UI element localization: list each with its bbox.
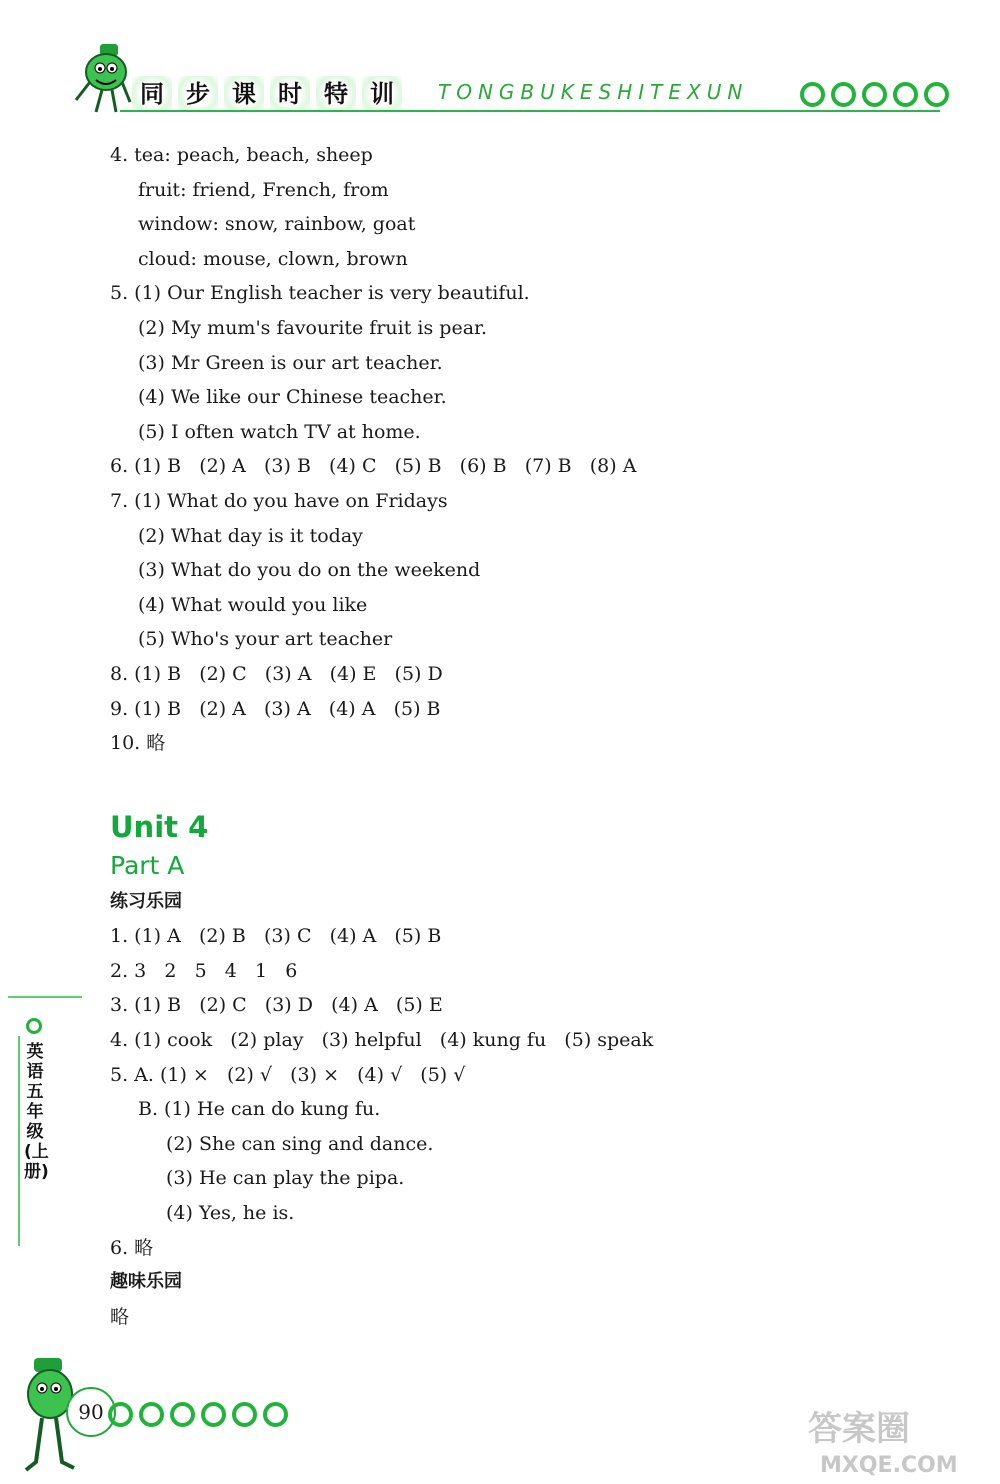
answer-line: (2) My mum's favourite fruit is pear.: [138, 316, 488, 339]
answer-line: cloud: mouse, clown, brown: [138, 247, 408, 270]
subsection-title: 练习乐园: [110, 890, 182, 912]
watermark-logo: [798, 1400, 988, 1480]
answer-line: (4) We like our Chinese teacher.: [138, 386, 447, 409]
answer-line: (3) He can play the pipa.: [166, 1167, 405, 1190]
answer-content: [110, 138, 870, 1334]
title-char: 课: [224, 76, 264, 112]
answer-line: 6. 略: [110, 1236, 154, 1259]
answer-line: 2. 3 2 5 4 1 6: [110, 959, 298, 982]
ring-icon: [893, 82, 918, 107]
answer-line: 5. A. (1) × (2) √ (3) × (4) √ (5) √: [110, 1063, 466, 1086]
ring-icon: [800, 82, 825, 107]
header-divider: [120, 110, 940, 112]
answer-line: 略: [110, 1305, 130, 1328]
answer-line: (5) I often watch TV at home.: [138, 420, 421, 443]
page-header: [0, 0, 1000, 150]
unit4-answers: [110, 919, 870, 1265]
ring-icon: [924, 82, 949, 107]
title-char: 同: [132, 76, 172, 112]
divider: [8, 996, 82, 998]
watermark-url: MXQE.COM: [820, 1453, 958, 1478]
answer-line: 8. (1) B (2) C (3) A (4) E (5) D: [110, 662, 443, 685]
title-char: 特: [316, 76, 356, 112]
header-rings: [800, 82, 949, 107]
ring-icon: [263, 1402, 288, 1427]
answer-line: (4) Yes, he is.: [166, 1202, 295, 1225]
answer-line: (5) Who's your art teacher: [138, 628, 393, 651]
watermark-text: 答案圈: [808, 1409, 910, 1449]
unit-heading: Unit 4: [110, 809, 209, 844]
subject-grade-label: 英语 五年级(上册): [24, 1042, 49, 1182]
series-title: [132, 76, 402, 112]
ring-icon: [170, 1402, 195, 1427]
ring-icon: [862, 82, 887, 107]
ring-icon: [831, 82, 856, 107]
title-char: 时: [270, 76, 310, 112]
answer-line: B. (1) He can do kung fu.: [138, 1098, 381, 1121]
answer-line: 10. 略: [110, 732, 166, 755]
page-number: 90: [66, 1387, 116, 1437]
mascot-icon: [66, 42, 136, 114]
answer-line: 4. tea: peach, beach, sheep: [110, 144, 373, 166]
divider: [18, 1036, 20, 1246]
previous-unit-answers: [110, 138, 870, 761]
answer-line: 9. (1) B (2) A (3) A (4) A (5) B: [110, 697, 441, 720]
answer-line: (2) What day is it today: [138, 524, 363, 547]
title-char: 步: [178, 76, 218, 112]
answer-line: (4) What would you like: [138, 593, 368, 616]
answer-line: 1. (1) A (2) B (3) C (4) A (5) B: [110, 925, 442, 948]
footer-rings: [108, 1402, 288, 1427]
ring-icon: [108, 1402, 133, 1427]
answer-line: 3. (1) B (2) C (3) D (4) A (5) E: [110, 994, 443, 1017]
answer-line: fruit: friend, French, from: [138, 178, 389, 201]
answer-line: (3) Mr Green is our art teacher.: [138, 351, 443, 374]
answer-line: (3) What do you do on the weekend: [138, 559, 481, 582]
answer-line: 4. (1) cook (2) play (3) helpful (4) kung fu (5) speak: [110, 1029, 654, 1052]
answer-line: 6. (1) B (2) A (3) B (4) C (5) B (6) B (7) B (8) A: [110, 455, 637, 478]
subject-side-tab: [0, 996, 80, 1256]
ring-icon: [26, 1018, 42, 1034]
ring-icon: [139, 1402, 164, 1427]
answer-line: window: snow, rainbow, goat: [138, 213, 416, 236]
answer-line: (2) She can sing and dance.: [166, 1132, 434, 1155]
series-pinyin: TONGBUKESHITEXUN: [438, 80, 749, 104]
answer-line: 5. (1) Our English teacher is very beautiful.: [110, 282, 530, 305]
ring-icon: [201, 1402, 226, 1427]
part-heading: Part A: [110, 850, 185, 880]
ring-icon: [232, 1402, 257, 1427]
title-char: 训: [362, 76, 402, 112]
subsection-title: 趣味乐园: [110, 1271, 182, 1293]
answer-line: 7. (1) What do you have on Fridays: [110, 489, 448, 512]
